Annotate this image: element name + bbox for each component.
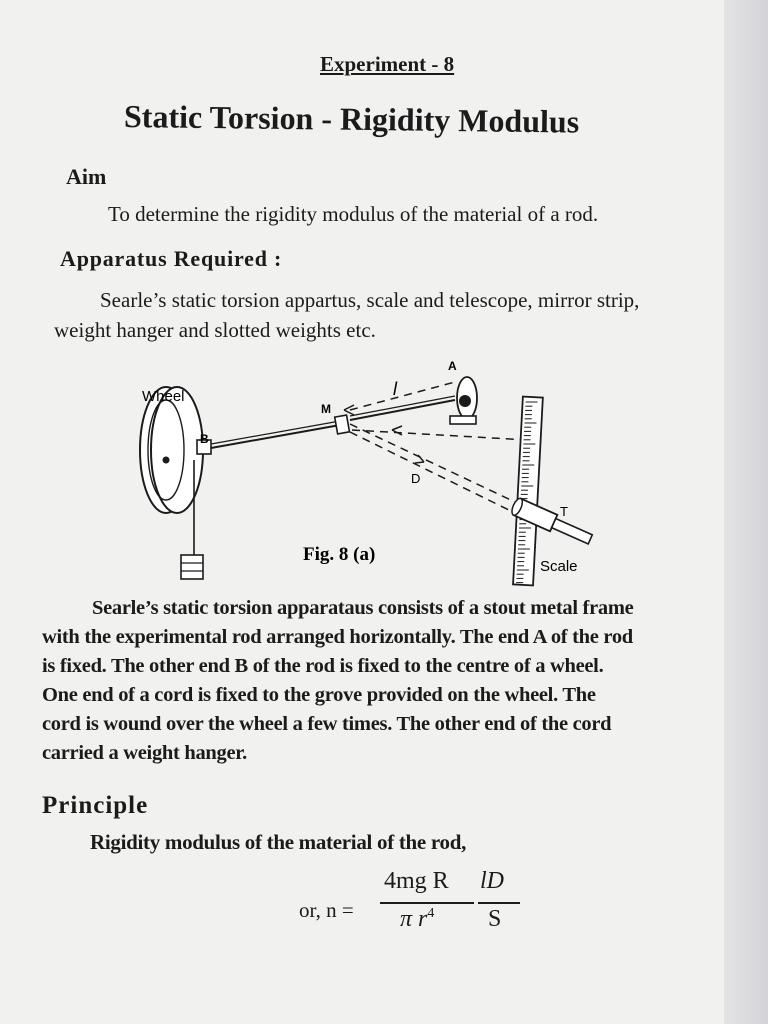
description-line: Searle’s static torsion apparataus consists of a stout metal frame bbox=[92, 597, 634, 619]
aim-heading: Aim bbox=[66, 164, 107, 189]
fraction-line-1 bbox=[380, 902, 474, 904]
fraction-line-2 bbox=[478, 902, 520, 904]
description-line: cord is wound over the wheel a few times. The other end of the cord bbox=[42, 713, 612, 735]
label-m: M bbox=[321, 402, 331, 416]
description-line: is fixed. The other end B of the rod is fixed to the centre of a wheel. bbox=[42, 655, 604, 677]
scale-bar bbox=[513, 397, 543, 586]
formula-denominator-1: π $r^4$ bbox=[400, 906, 435, 932]
description-paragraph bbox=[42, 594, 734, 768]
label-d: D bbox=[411, 471, 421, 486]
label-b: B bbox=[200, 432, 209, 446]
label-scale: Scale bbox=[540, 558, 578, 575]
aim-text: To determine the rigidity modulus of the material of a rod. bbox=[108, 202, 599, 226]
label-t: T bbox=[560, 504, 568, 519]
experiment-number: Experiment - 8 bbox=[320, 52, 455, 76]
apparatus-line-2: weight hanger and slotted weights etc. bbox=[54, 318, 376, 342]
label-wheel: Wheel bbox=[142, 388, 185, 405]
figure-caption: Fig. 8 (a) bbox=[303, 544, 376, 565]
apparatus-line-1: Searle’s static torsion appartus, scale and telescope, mirror strip, bbox=[100, 288, 640, 312]
description-line: One end of a cord is fixed to the grove provided on the wheel. The bbox=[42, 684, 596, 706]
formula-denominator-2: S bbox=[488, 906, 502, 932]
formula-numerator-1: 4mg R bbox=[384, 868, 449, 894]
apparatus-heading: Apparatus Required : bbox=[60, 246, 283, 271]
weight-hanger bbox=[181, 555, 203, 579]
principle-heading: Principle bbox=[42, 792, 149, 819]
label-a: A bbox=[448, 359, 457, 373]
formula-prefix: or, n = bbox=[299, 898, 354, 922]
apparatus-figure bbox=[0, 350, 768, 595]
wheel-drawing bbox=[140, 387, 211, 513]
formula-numerator-2: lD bbox=[480, 868, 504, 894]
description-line: carried a weight hanger. bbox=[42, 742, 247, 764]
page-title: Static Torsion - Rigidity Modulus bbox=[123, 98, 580, 140]
label-l: l bbox=[393, 379, 397, 399]
principle-text: Rigidity modulus of the material of the rod, bbox=[90, 830, 467, 854]
description-line: with the experimental rod arranged horizontally. The end A of the rod bbox=[42, 626, 633, 648]
